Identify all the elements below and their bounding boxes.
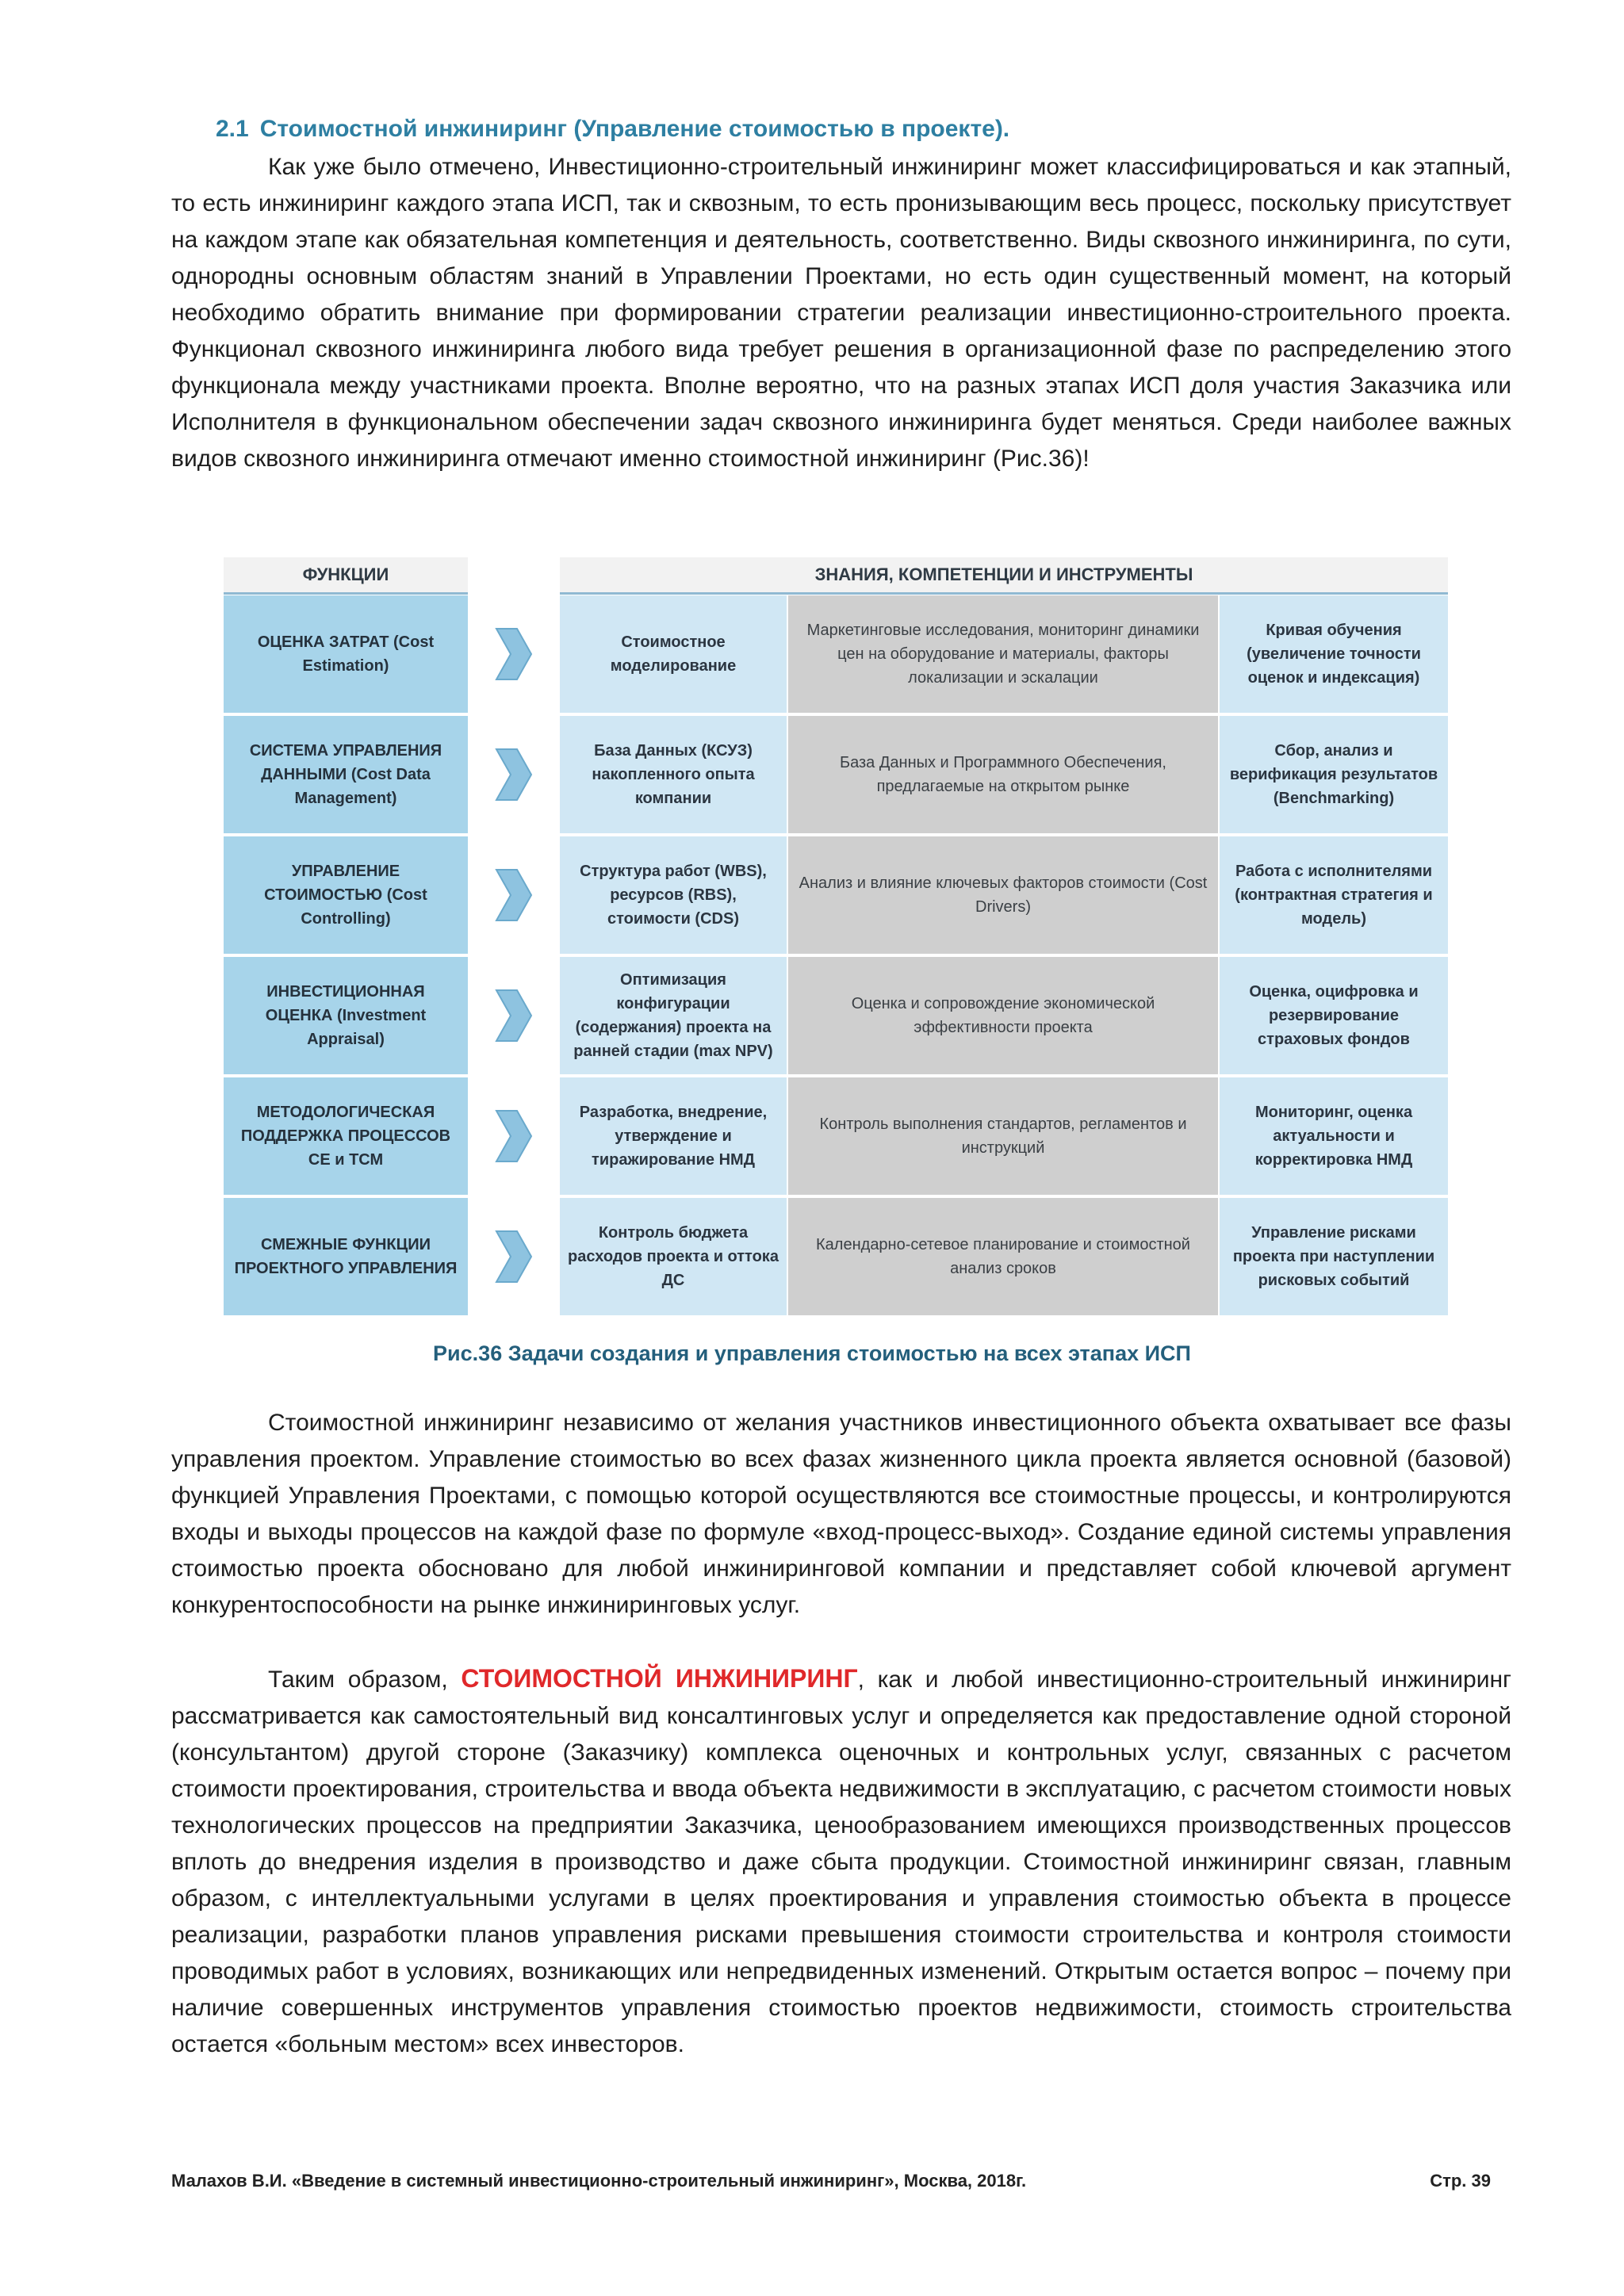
chevron-right-icon xyxy=(468,1077,560,1195)
figure-row xyxy=(224,836,1448,954)
figure-row xyxy=(224,595,1448,713)
tool-cell: Стоимостное моделирование xyxy=(560,595,787,713)
footer-citation: Малахов В.И. «Введение в системный инвестиционно-строительный инжиниринг», Москва, 2018г. xyxy=(171,2171,1027,2191)
result-cell: Сбор, анализ и верификация результатов (Benchmarking) xyxy=(1220,716,1448,833)
chevron-right-icon xyxy=(468,716,560,833)
result-cell: Мониторинг, оценка актуальности и корректировка НМД xyxy=(1220,1077,1448,1195)
page-footer xyxy=(171,2171,1491,2191)
result-cell: Кривая обучения (увеличение точности оценок и индексация) xyxy=(1220,595,1448,713)
result-cell: Управление рисками проекта при наступлении рисковых событий xyxy=(1220,1198,1448,1315)
result-cell: Работа с исполнителями (контрактная стратегия и модель) xyxy=(1220,836,1448,954)
knowledge-cell: Оценка и сопровождение экономической эффективности проекта xyxy=(788,957,1218,1074)
figure-cost-engineering-table xyxy=(224,557,1448,1320)
figure-row xyxy=(224,716,1448,833)
header-knowledge: ЗНАНИЯ, КОМПЕТЕНЦИИ И ИНСТРУМЕНТЫ xyxy=(560,557,1448,595)
knowledge-cell: Календарно-сетевое планирование и стоимостной анализ сроков xyxy=(788,1198,1218,1315)
section-title: Стоимостной инжиниринг (Управление стоимостью в проекте). xyxy=(259,116,1010,142)
function-cell: УПРАВЛЕНИЕ СТОИМОСТЬЮ (Cost Controlling) xyxy=(224,836,468,954)
page-number: Стр. 39 xyxy=(1430,2171,1491,2191)
figure-row xyxy=(224,957,1448,1074)
tool-cell: Контроль бюджета расходов проекта и оттока ДС xyxy=(560,1198,787,1315)
section-number: 2.1 xyxy=(216,116,249,142)
chevron-right-icon xyxy=(468,957,560,1074)
tool-cell: Структура работ (WBS), ресурсов (RBS), стоимости (CDS) xyxy=(560,836,787,954)
knowledge-cell: Маркетинговые исследования, мониторинг динамики цен на оборудование и материалы, факторы локализации и эскалации xyxy=(788,595,1218,713)
tool-cell: Разработка, внедрение, утверждение и тиражирование НМД xyxy=(560,1077,787,1195)
section-heading xyxy=(216,116,1009,143)
paragraph-text-start: Таким образом, xyxy=(268,1667,462,1693)
function-cell: ИНВЕСТИЦИОННАЯ ОЦЕНКА (Investment Appraisal) xyxy=(224,957,468,1074)
knowledge-cell: База Данных и Программного Обеспечения, предлагаемые на открытом рынке xyxy=(788,716,1218,833)
chevron-right-icon xyxy=(468,1198,560,1315)
function-cell: МЕТОДОЛОГИЧЕСКАЯ ПОДДЕРЖКА ПРОЦЕССОВ СЕ и ТСМ xyxy=(224,1077,468,1195)
paragraph-scope: Стоимостной инжиниринг независимо от желания участников инвестиционного объекта охватывает все фазы управления проектом. Управление стоимостью во всех фазах жизненного цикла проекта является основной (базовой) функцией Управления Проектами, с помощью которой осуществляются все стоимостные процессы, и контролируются входы и выходы процессов на каждой фазе по формуле «вход-процесс-выход». Создание единой системы управления стоимостью проекта обосновано для любой инжиниринговой компании и представляет собой ключевой аргумент конкурентоспособности на рынке инжиниринговых услуг. xyxy=(171,1410,1511,1618)
header-functions: ФУНКЦИИ xyxy=(224,557,468,595)
function-cell: СМЕЖНЫЕ ФУНКЦИИ ПРОЕКТНОГО УПРАВЛЕНИЯ xyxy=(224,1198,468,1315)
paragraph-text-rest: , как и любой инвестиционно-строительный инжиниринг рассматривается как самостоятельный вид консалтинговых услуг и определяется как предоставление одной стороной (консультантом) другой стороне (Заказчику) комплекса оценочных и контрольных услуг, связанных с расчетом стоимости проектирования, строительства и ввода объекта недвижимости в эксплуатацию, с расчетом стоимости новых технологических процессов на предприятии Заказчика, ценообразованием имеющихся производственных процессов вплоть до внедрения изделия в производство и даже сбыта продукции. Стоимостной инжиниринг связан, главным образом, с интеллектуальными услугами в целях проектирования и управления стоимостью объекта в процессе реализации, разработки планов управления рисками превышения стоимости строительства и контроля стоимости проводимых работ в условиях, возникающих или непредвиденных изменений. Открытым остается вопрос – почему при наличие совершенных инструментов управления стоимостью проектов недвижимости, стоимость строительства остается «больным местом» всех инвесторов. xyxy=(171,1667,1511,2057)
highlighted-term: СТОИМОСТНОЙ ИНЖИНИРИНГ xyxy=(461,1664,858,1693)
paragraph-definition xyxy=(171,1660,1511,2063)
paragraph-intro: Как уже было отмечено, Инвестиционно-строительный инжиниринг может классифицироваться и как этапный, то есть инжиниринг каждого этапа ИСП, так и сквозным, то есть пронизывающим весь процесс, поскольку присутствует на каждом этапе как обязательная компетенция и деятельность, соответственно. Виды сквозного инжиниринга, по сути, однородны основным областям знаний в Управлении Проектами, но есть один существенный момент, на который необходимо обратить внимание при формировании стратегии реализации инвестиционно-строительного проекта. Функционал сквозного инжиниринга любого вида требует решения в организационной фазе по распределению этого функционала между участниками проекта. Вполне вероятно, что на разных этапах ИСП доля участия Заказчика или Исполнителя в функциональном обеспечении задач сквозного инжиниринга будет меняться. Среди наиболее важных видов сквозного инжиниринга отмечают именно стоимостной инжиниринг (Рис.36)! xyxy=(171,154,1511,472)
tool-cell: База Данных (КСУЗ) накопленного опыта компании xyxy=(560,716,787,833)
knowledge-cell: Контроль выполнения стандартов, регламентов и инструкций xyxy=(788,1077,1218,1195)
tool-cell: Оптимизация конфигурации (содержания) проекта на ранней стадии (max NPV) xyxy=(560,957,787,1074)
function-cell: ОЦЕНКА ЗАТРАТ (Cost Estimation) xyxy=(224,595,468,713)
figure-row xyxy=(224,1077,1448,1195)
chevron-right-icon xyxy=(468,836,560,954)
result-cell: Оценка, оцифровка и резервирование страховых фондов xyxy=(1220,957,1448,1074)
figure-row xyxy=(224,1198,1448,1315)
function-cell: СИСТЕМА УПРАВЛЕНИЯ ДАННЫМИ (Cost Data Management) xyxy=(224,716,468,833)
figure-caption: Рис.36 Задачи создания и управления стоимостью на всех этапах ИСП xyxy=(433,1341,1191,1365)
chevron-right-icon xyxy=(468,595,560,713)
knowledge-cell: Анализ и влияние ключевых факторов стоимости (Cost Drivers) xyxy=(788,836,1218,954)
